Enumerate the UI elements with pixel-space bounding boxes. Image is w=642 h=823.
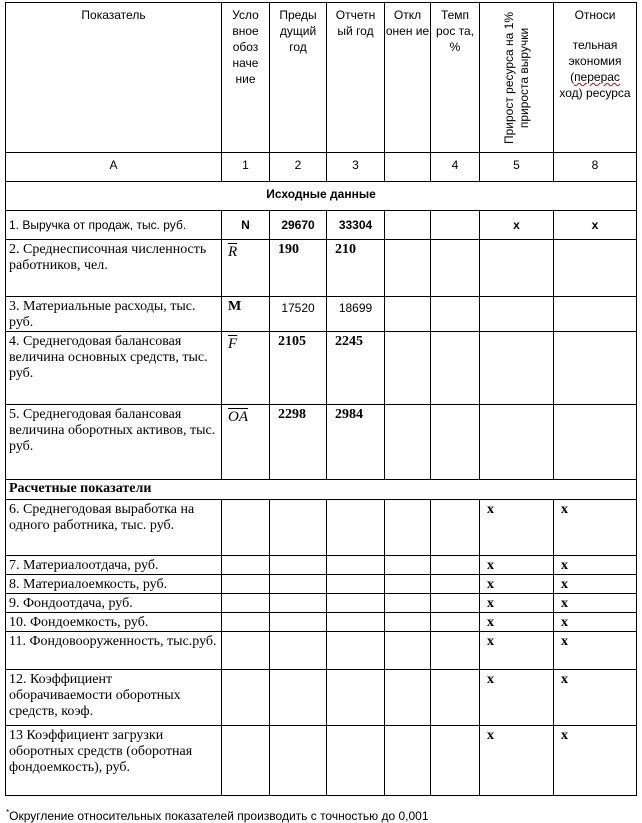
- row-saving: x: [554, 594, 637, 613]
- header-saving-line1: Относи: [574, 8, 616, 22]
- header-growth-per-percent-text: Прирост ресурса на 1% прироста выручки: [501, 11, 531, 144]
- header-saving-line2: тельная экономия (перерас: [568, 38, 622, 84]
- row-saving: x: [554, 726, 637, 796]
- row-growth: [480, 332, 554, 405]
- num-4: 4: [431, 153, 480, 182]
- header-symbol: Усло вное обоз наче ние: [222, 3, 270, 153]
- table-row: [6, 726, 637, 796]
- table-row: [6, 575, 637, 594]
- header-saving-line3: ход) ресурса: [559, 86, 631, 100]
- row-label: 8. Материалоемкость, руб.: [6, 575, 222, 594]
- footnote-mark: *: [6, 808, 10, 817]
- table-row: [6, 613, 637, 632]
- table-row: [6, 211, 637, 240]
- row-growth: x: [480, 556, 554, 575]
- row-dev: [385, 240, 431, 297]
- row-curr: 2245: [327, 332, 385, 405]
- row-dev: [385, 211, 431, 240]
- table-row: [6, 556, 637, 575]
- table-row: [6, 405, 637, 480]
- row-label: 10. Фондоемкость, руб.: [6, 613, 222, 632]
- indicators-table-wrapper: [5, 2, 637, 796]
- row-label: 1. Выручка от продаж, тыс. руб.: [6, 211, 222, 240]
- header-growth-per-percent: [480, 3, 554, 153]
- row-growth: x: [480, 726, 554, 796]
- row-saving: [554, 405, 637, 480]
- row-prev: 2298: [270, 405, 327, 480]
- row-rate: [431, 211, 480, 240]
- table-row: [6, 240, 637, 297]
- table-row: [6, 632, 637, 670]
- row-growth: x: [480, 575, 554, 594]
- row-growth: x: [480, 670, 554, 726]
- header-row: [6, 3, 637, 153]
- row-symbol: N: [222, 211, 270, 240]
- row-label: 6. Среднегодовая выработка на одного работника, тыс. руб.: [6, 500, 222, 556]
- section-input-title: Исходные данные: [6, 182, 637, 211]
- row-curr: 18699: [327, 297, 385, 332]
- row-growth: x: [480, 632, 554, 670]
- row-growth: [480, 297, 554, 332]
- indicators-table: [5, 2, 637, 796]
- row-growth: [480, 240, 554, 297]
- num-3: 3: [327, 153, 385, 182]
- header-relative-saving: [554, 3, 637, 153]
- row-saving: x: [554, 670, 637, 726]
- row-curr: 33304: [327, 211, 385, 240]
- row-rate: [431, 405, 480, 480]
- row-prev: 2105: [270, 332, 327, 405]
- num-2: 2: [270, 153, 327, 182]
- footnote-text: Округление относительных показателей производить с точностью до 0,001: [9, 809, 429, 823]
- table-row: [6, 332, 637, 405]
- row-symbol: $\overline{F}$: [222, 332, 270, 405]
- table-row: [6, 594, 637, 613]
- row-label: 3. Материальные расходы, тыс. руб.: [6, 297, 222, 332]
- row-rate: [431, 240, 480, 297]
- row-label: 13 Коэффициент загрузки оборотных средств (оборотная фондоемкость), руб.: [6, 726, 222, 796]
- header-indicator: Показатель: [6, 3, 222, 153]
- section-input-row: [6, 182, 637, 211]
- row-growth: [480, 405, 554, 480]
- row-label: 4. Среднегодовая балансовая величина основных средств, тыс. руб.: [6, 332, 222, 405]
- row-label: 11. Фондовооруженность, тыс.руб.: [6, 632, 222, 670]
- row-saving: [554, 332, 637, 405]
- row-prev: 190: [270, 240, 327, 297]
- num-5: 5: [480, 153, 554, 182]
- section-calc-title: Расчетные показатели: [6, 480, 637, 500]
- row-growth: x: [480, 594, 554, 613]
- num-empty: [385, 153, 431, 182]
- row-dev: [385, 297, 431, 332]
- row-saving: x: [554, 613, 637, 632]
- row-saving: x: [554, 500, 637, 556]
- row-saving: [554, 240, 637, 297]
- row-symbol: M: [222, 297, 270, 332]
- row-saving: x: [554, 632, 637, 670]
- row-symbol: $\overline{OA}$: [222, 405, 270, 480]
- row-saving: x: [554, 556, 637, 575]
- num-a: А: [6, 153, 222, 182]
- num-8: 8: [554, 153, 637, 182]
- row-growth: x: [480, 211, 554, 240]
- footnote: [6, 806, 429, 823]
- row-growth: x: [480, 613, 554, 632]
- row-label: 9. Фондоотдача, руб.: [6, 594, 222, 613]
- table-row: [6, 670, 637, 726]
- table-row: [6, 500, 637, 556]
- row-label: 7. Материалоотдача, руб.: [6, 556, 222, 575]
- row-saving: x: [554, 211, 637, 240]
- row-dev: [385, 332, 431, 405]
- row-prev: 17520: [270, 297, 327, 332]
- row-label: 5. Среднегодовая балансовая величина оборотных активов, тыс. руб.: [6, 405, 222, 480]
- row-saving: x: [554, 575, 637, 594]
- row-dev: [385, 405, 431, 480]
- row-label: 2. Среднесписочная численность работников, чел.: [6, 240, 222, 297]
- numbering-row: [6, 153, 637, 182]
- row-saving: [554, 297, 637, 332]
- row-curr: 2984: [327, 405, 385, 480]
- section-calc-row: [6, 480, 637, 500]
- header-deviation: Откл онен ие: [385, 3, 431, 153]
- row-rate: [431, 297, 480, 332]
- table-row: [6, 297, 637, 332]
- row-curr: 210: [327, 240, 385, 297]
- row-rate: [431, 332, 480, 405]
- header-current-year: Отчетн ый год: [327, 3, 385, 153]
- row-growth: x: [480, 500, 554, 556]
- header-growth-rate: Темп рос та, %: [431, 3, 480, 153]
- num-1: 1: [222, 153, 270, 182]
- row-prev: 29670: [270, 211, 327, 240]
- header-prev-year: Преды дущий год: [270, 3, 327, 153]
- row-symbol: $\overline{R}$: [222, 240, 270, 297]
- row-label: 12. Коэффициент оборачиваемости оборотных средств, коэф.: [6, 670, 222, 726]
